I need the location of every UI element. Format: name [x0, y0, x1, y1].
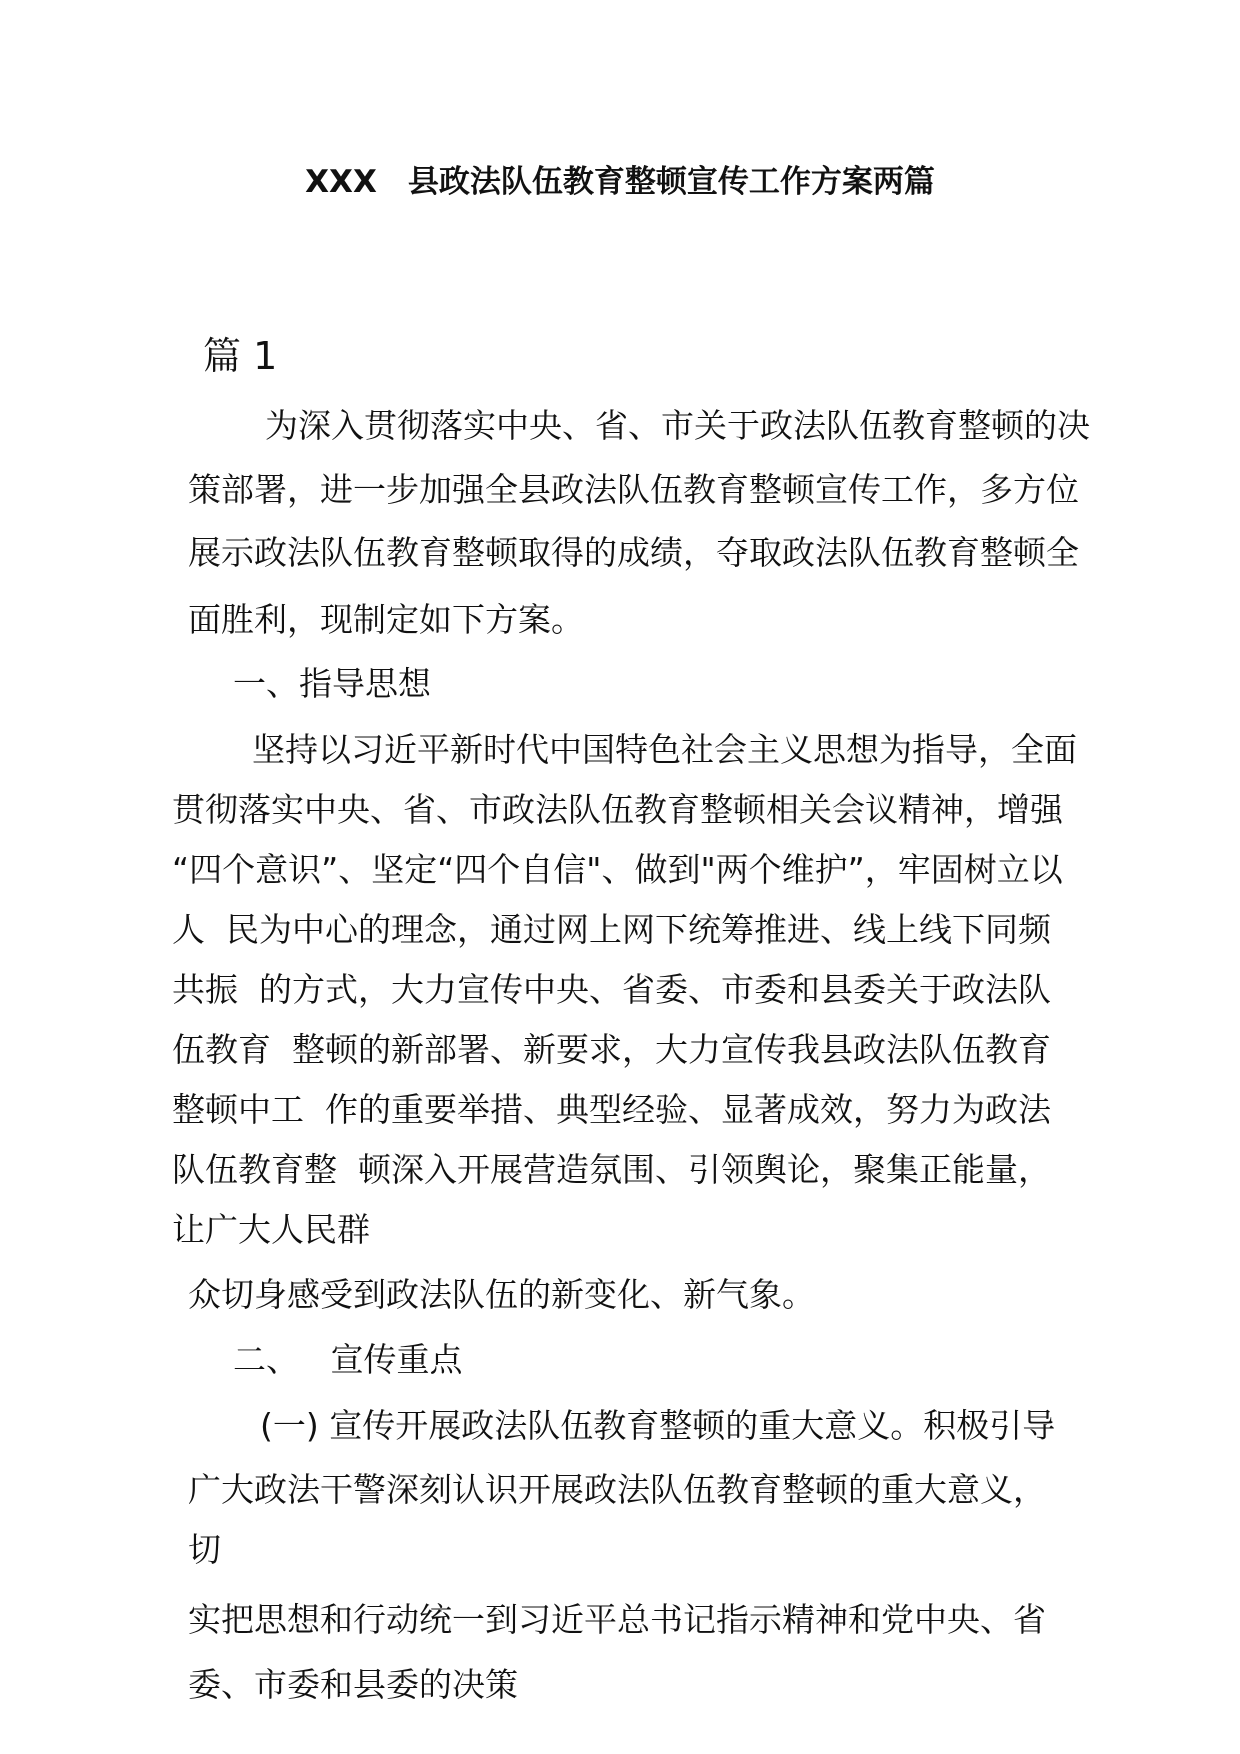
body-line: 为深入贯彻落实中央、省、市关于政法队伍教育整顿的决 [265, 406, 1090, 445]
body-line: 人 民为中心的理念，通过网上网下统筹推进、线上线下同频 [172, 910, 1051, 949]
document-title: XXX 县政法队伍教育整顿宣传工作方案两篇 [305, 164, 935, 200]
body-line: 广大政法干警深刻认识开展政法队伍教育整顿的重大意义， [188, 1470, 1046, 1509]
body-line: 展示政法队伍教育整顿取得的成绩，夺取政法队伍教育整顿全 [188, 533, 1079, 572]
body-line: 贯彻落实中央、省、市政法队伍教育整顿相关会议精神，增强 [172, 790, 1063, 829]
body-line: 坚持以习近平新时代中国特色社会主义思想为指导，全面 [252, 730, 1077, 769]
section-heading: 一、指导思想 [233, 664, 431, 703]
body-line: 伍教育 整顿的新部署、新要求，大力宣传我县政法队伍教育 [172, 1030, 1051, 1069]
body-line: 整顿中工 作的重要举措、典型经验、显著成效，努力为政法 [172, 1090, 1051, 1129]
body-line: 面胜利，现制定如下方案。 [188, 600, 584, 639]
body-line: 委、市委和县委的决策 [188, 1665, 518, 1704]
body-line: 实把思想和行动统一到习近平总书记指示精神和党中央、省 [188, 1600, 1046, 1639]
body-line: “四个意识”、坚定“四个自信"、做到"两个维护”，牢固树立以 [172, 850, 1063, 889]
body-line: 众切身感受到政法队伍的新变化、新气象。 [188, 1275, 815, 1314]
body-line: 共振 的方式，大力宣传中央、省委、市委和县委关于政法队 [172, 970, 1051, 1009]
body-line: 策部署，进一步加强全县政法队伍教育整顿宣传工作，多方位 [188, 470, 1079, 509]
body-line: (一) 宣传开展政法队伍教育整顿的重大意义。积极引导 [260, 1406, 1056, 1445]
section-heading: 二、 宣传重点 [233, 1340, 463, 1379]
body-line: 让广大人民群 [172, 1210, 370, 1249]
chapter-label: 篇 1 [203, 334, 278, 378]
body-line: 队伍教育整 顿深入开展营造氛围、引领舆论，聚集正能量， [172, 1150, 1051, 1189]
body-line: 切 [188, 1530, 221, 1569]
